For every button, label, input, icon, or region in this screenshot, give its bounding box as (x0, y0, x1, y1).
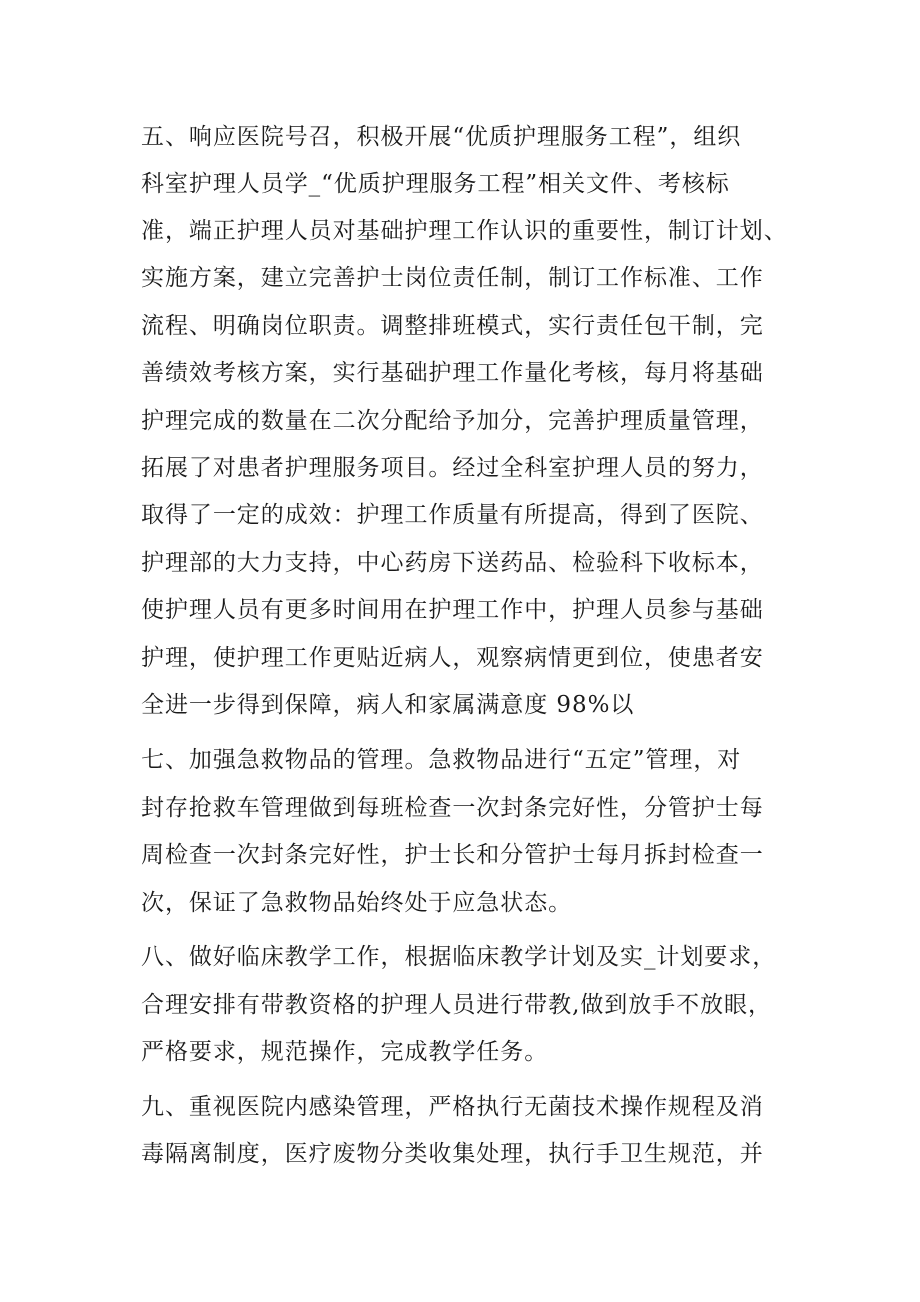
text-line: 周检查一次封条完好性，护士长和分管护士每月拆封检查一 (141, 842, 764, 868)
text-line: 取得了一定的成效：护理工作质量有所提高，得到了医院、 (141, 502, 764, 528)
text-line: 拓展了对患者护理服务项目。经过全科室护理人员的努力， (141, 455, 764, 481)
text-line: 使护理人员有更多时间用在护理工作中，护理人员参与基础 (141, 597, 764, 623)
text-line: 实施方案，建立完善护士岗位责任制，制订工作标准、工作 (141, 265, 764, 291)
text-line: 护理部的大力支持，中心药房下送药品、检验科下收标本， (141, 550, 764, 576)
text-line: 护理，使护理工作更贴近病人，观察病情更到位，使患者安 (141, 645, 764, 671)
text-line: 善绩效考核方案，实行基础护理工作量化考核，每月将基础 (141, 360, 764, 386)
text-line: 五、响应医院号召，积极开展“优质护理服务工程”，组织 (141, 124, 742, 150)
text-line: 护理完成的数量在二次分配给予加分，完善护理质量管理， (141, 408, 764, 434)
text-line: 毒隔离制度，医疗废物分类收集处理，执行手卫生规范，并 (141, 1141, 764, 1167)
text-line: 八、做好临床教学工作，根据临床教学计划及实_计划要求， (141, 944, 777, 970)
text-line: 科室护理人员学_“优质护理服务工程”相关文件、考核标 (141, 171, 730, 197)
text-line: 流程、明确岗位职责。调整排班模式，实行责任包干制，完 (141, 313, 764, 339)
text-line: 全进一步得到保障，病人和家属满意度 98%以 (141, 692, 635, 718)
text-line: 九、重视医院内感染管理，严格执行无菌技术操作规程及消 (141, 1094, 764, 1120)
text-line: 封存抢救车管理做到每班检查一次封条完好性，分管护士每 (141, 795, 764, 821)
text-line: 严格要求，规范操作，完成教学任务。 (141, 1039, 549, 1065)
text-line: 准，端正护理人员对基础护理工作认识的重要性，制订计划、 (141, 218, 788, 244)
text-line: 合理安排有带教资格的护理人员进行带教,做到放手不放眼， (141, 992, 772, 1018)
text-line: 七、加强急救物品的管理。急救物品进行“五定”管理，对 (141, 747, 742, 773)
text-line: 次，保证了急救物品始终处于应急状态。 (141, 890, 573, 916)
